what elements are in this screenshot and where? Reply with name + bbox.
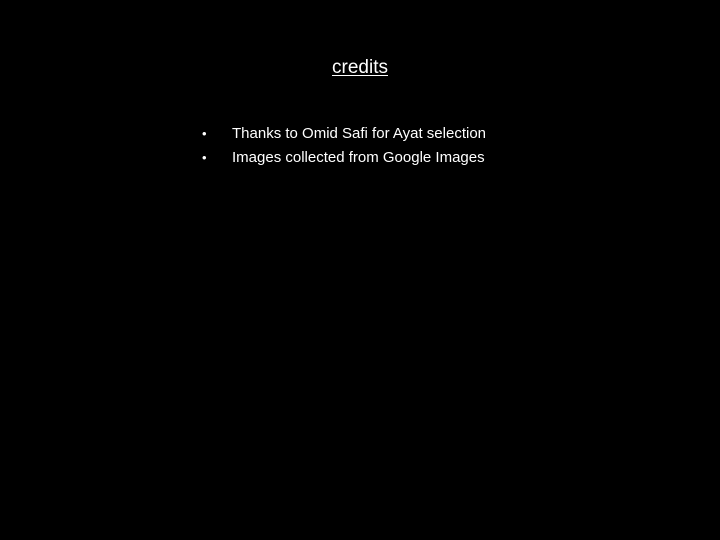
list-item-text: Images collected from Google Images <box>232 149 485 166</box>
bullet-icon: • <box>202 150 207 165</box>
list-item <box>202 122 486 146</box>
slide-title: credits <box>332 57 388 78</box>
bullet-icon: • <box>202 126 207 141</box>
list-item <box>202 146 486 170</box>
list-item-text: Thanks to Omid Safi for Ayat selection <box>232 125 487 142</box>
bullet-list <box>202 122 486 170</box>
